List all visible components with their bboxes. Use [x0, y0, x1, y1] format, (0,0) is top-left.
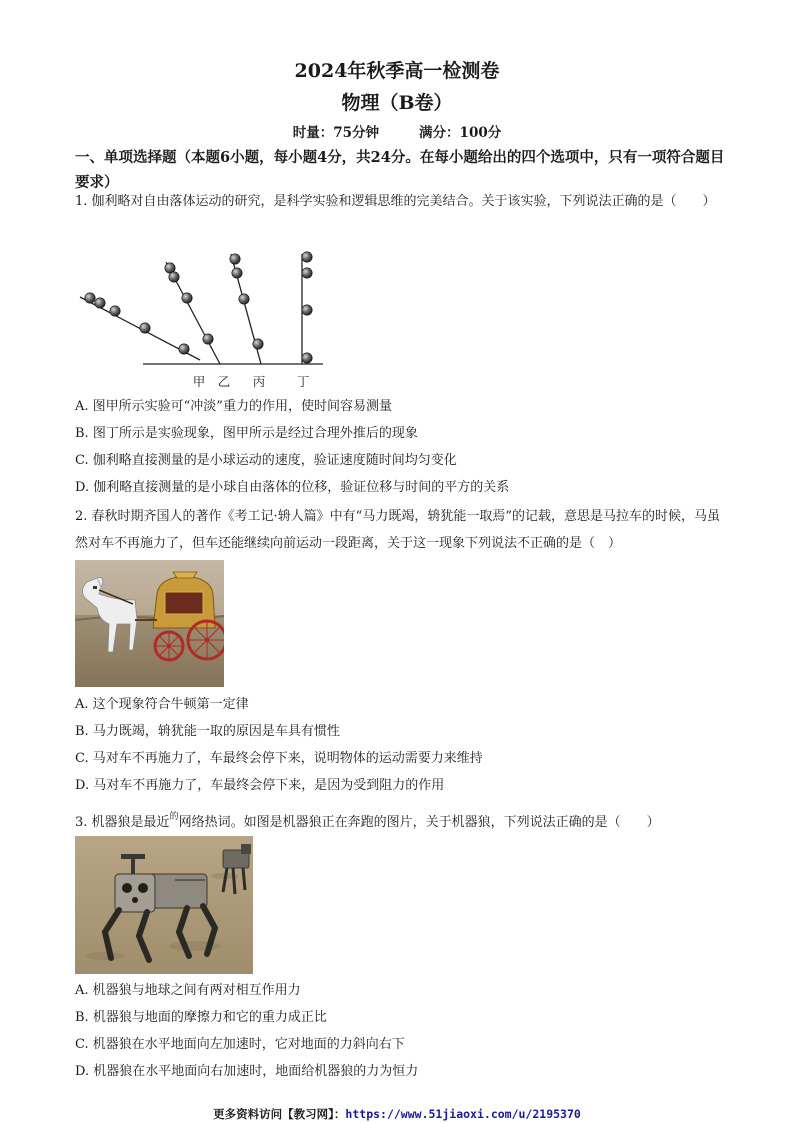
question-1-stem: 1. 伽利略对自由落体运动的研究，是科学实验和逻辑思维的完美结合。关于该实验，下列说法正确的是（ ） [75, 194, 716, 209]
figure-label-yi: 乙 [217, 374, 231, 389]
q3-option-b: B. 机器狼与地面的摩擦力和它的重力成正比 [75, 1010, 327, 1025]
horse-carriage-photo [75, 560, 224, 687]
q1-option-b: B. 图丁所示是实验现象，图甲所示是经过合理外推后的现象 [75, 426, 418, 441]
exam-title: 2024年秋季高一检测卷 [294, 60, 500, 82]
incline-yi [165, 262, 220, 364]
q3-stem-small-char: 的 [169, 812, 179, 822]
q1-option-c: C. 伽利略直接测量的是小球运动的速度，验证速度随时间均匀变化 [75, 453, 457, 468]
question-2-stem: 2. 春秋时期齐国人的著作《考工记·辀人篇》中有“马力既竭，辀犹能一取焉”的记载，意思是马拉车的时候，马虽然对车不再施力了，但车还能继续向前运动一段距离，关于这一现象下列说法不正确的是（ ） [75, 509, 720, 551]
q3-option-a: A. 机器狼与地球之间有两对相互作用力 [75, 983, 301, 998]
q1-option-a: A. 图甲所示实验可“冲淡”重力的作用，使时间容易测量 [75, 399, 392, 414]
q3-option-c: C. 机器狼在水平地面向左加速时，它对地面的力斜向右下 [75, 1037, 405, 1052]
section-heading: 一、单项选择题（本题6小题，每小题4分，共24分。在每小题给出的四个选项中，只有一项符合题目要求） [75, 149, 725, 191]
q2-option-c: C. 马对车不再施力了，车最终会停下来，说明物体的运动需要力来维持 [75, 751, 483, 766]
figure-label-ding: 丁 [296, 374, 310, 389]
figure-label-bing: 丙 [252, 374, 266, 389]
vertical-ding [302, 252, 312, 364]
q3-stem-part-1: 3. 机器狼是最近 [75, 815, 170, 830]
time-label: 时量：75分钟 [292, 125, 380, 141]
exam-subtitle: 物理（B卷） [341, 92, 453, 114]
robot-wolf-photo [75, 836, 253, 974]
incline-bing [230, 254, 263, 364]
q2-option-b: B. 马力既竭，辀犹能一取的原因是车具有惯性 [75, 724, 340, 739]
q2-option-a: A. 这个现象符合牛顿第一定律 [75, 697, 249, 712]
score-label: 满分：100分 [419, 125, 502, 141]
q3-option-d: D. 机器狼在水平地面向右加速时，地面给机器狼的力为恒力 [75, 1064, 419, 1079]
footer-prefix: 更多资料访问【教习网】： [213, 1107, 346, 1121]
footer-url[interactable]: https://www.51jiaoxi.com/u/2195370 [345, 1107, 581, 1121]
exam-meta [0, 121, 794, 141]
galileo-incline-figure [78, 248, 328, 393]
question-3-stem [75, 804, 725, 836]
q3-stem-part-2: 网络热词。如图是机器狼正在奔跑的图片，关于机器狼，下列说法正确的是（ ） [178, 815, 660, 830]
q1-option-d: D. 伽利略直接测量的是小球自由落体的位移，验证位移与时间的平方的关系 [75, 480, 510, 495]
figure-label-jia: 甲 [192, 374, 206, 389]
footer-link[interactable] [0, 1106, 794, 1122]
q2-option-d: D. 马对车不再施力了，车最终会停下来，是因为受到阻力的作用 [75, 778, 445, 793]
incline-jia [80, 293, 200, 360]
